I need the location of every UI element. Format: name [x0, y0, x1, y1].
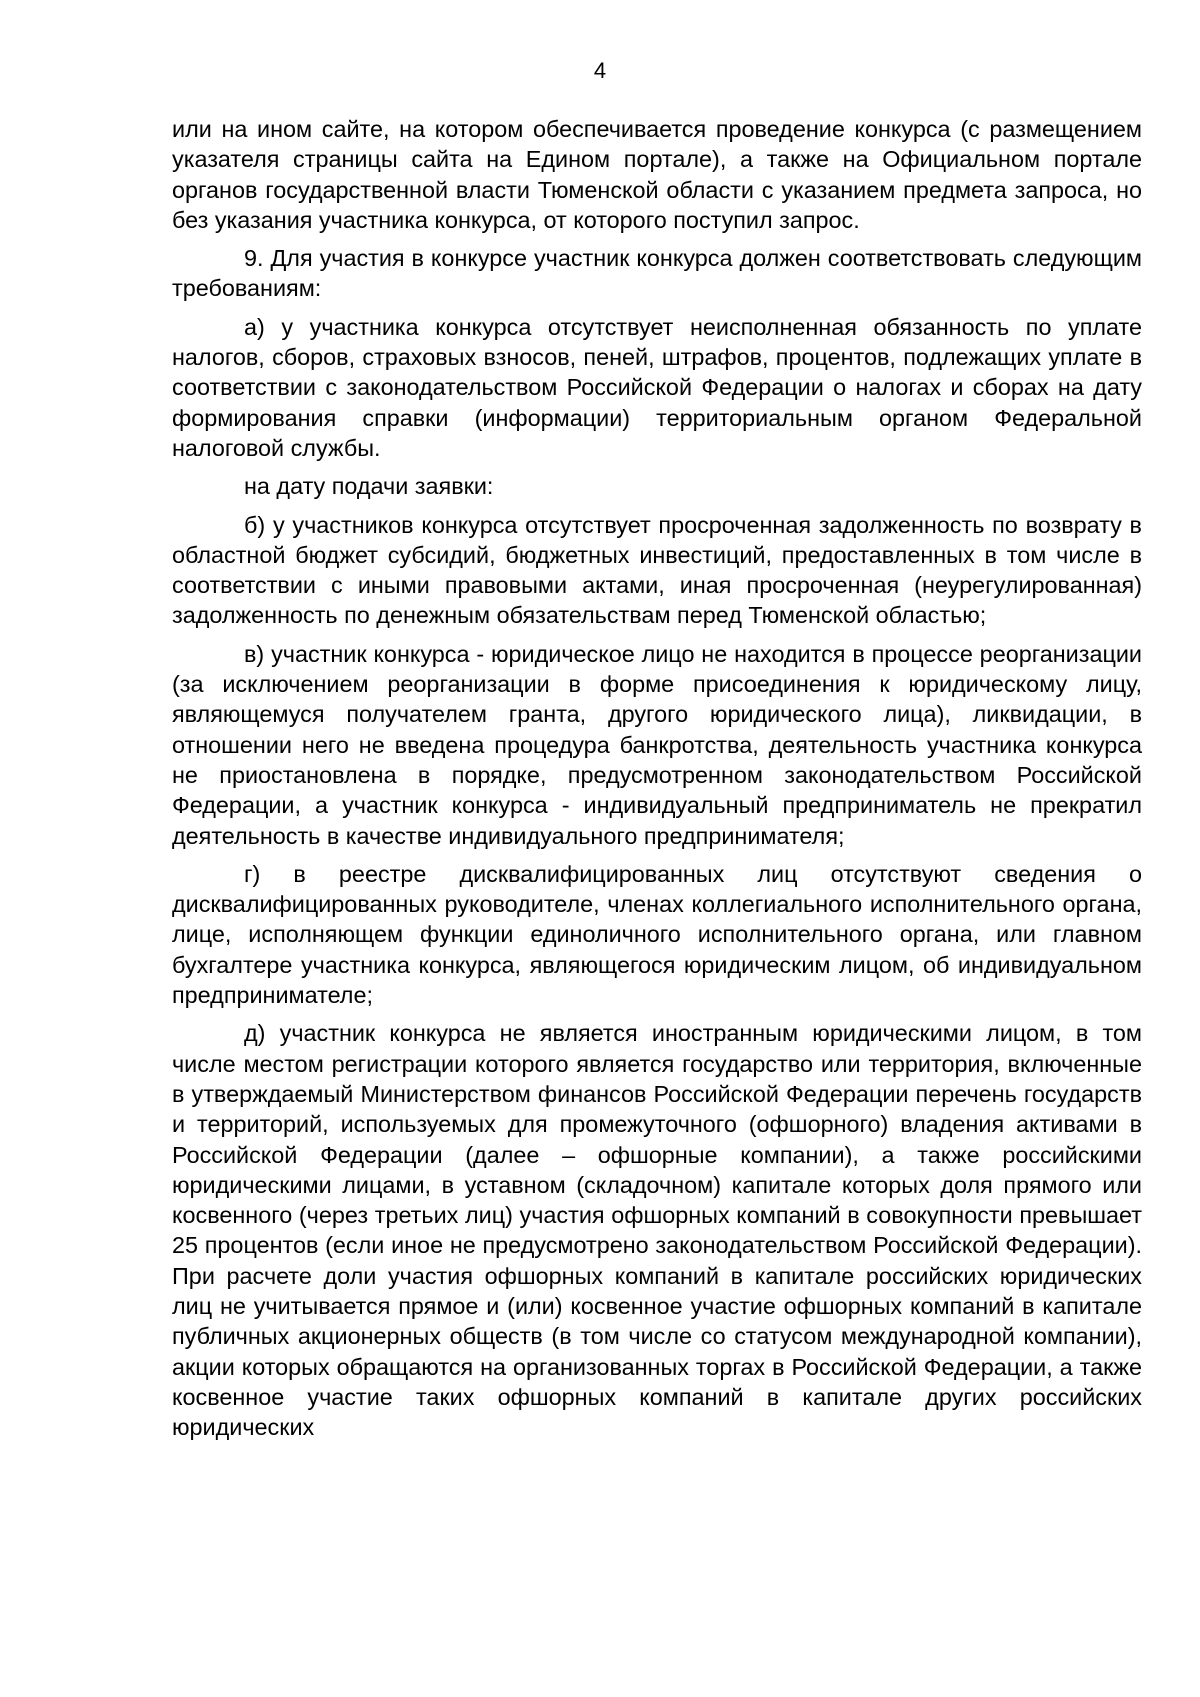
paragraph-clause-9: 9. Для участия в конкурсе участник конкурса должен соответствовать следующим требованиям: [172, 245, 1142, 302]
paragraph-clause-b: б) у участников конкурса отсутствует просроченная задолженность по возврату в областной бюджет субсидий, бюджетных инвестиций, предоставленных в том числе в соответствии с иными правовыми актами, иная просроченная (неурегулированная) задолженность по денежным обязательствам перед Тюменской областью; [172, 511, 1142, 629]
page-number: 4 [593, 58, 607, 83]
paragraph-clause-d: д) участник конкурса не является иностранным юридическими лицом, в том числе местом регистрации которого является государство или территория, включенные в утверждаемый Министерством финансов Российской Федерации перечень государств и территорий, используемых для промежуточного (офшорного) владения активами в Российской Федерации (далее – офшорные компании), а также российскими юридическими лицами, в уставном (складочном) капитале которых доля прямого или косвенного (через третьих лиц) участия офшорных компаний в совокупности превышает 25 процентов (если иное не предусмотрено законодательством Российской Федерации). При расчете доли участия офшорных компаний в капитале российских юридических лиц не учитывается прямое и (или) косвенное участие офшорных компаний в капитале публичных акционерных обществ (в том числе со статусом международной компании), акции которых обращаются на организованных торгах в Российской Федерации, а также косвенное участие таких офшорных компаний в капитале других российских юридических [172, 1020, 1142, 1441]
paragraph-submission-date: на дату подачи заявки: [244, 473, 494, 500]
paragraph-clause-g: г) в реестре дисквалифицированных лиц отсутствуют сведения о дисквалифицированных руководителе, членах коллегиального исполнительного органа, лице, исполняющем функции единоличного исполнительного органа, или главном бухгалтере участника конкурса, являющегося юридическим лицом, об индивидуальном предпринимателе; [172, 860, 1142, 1009]
document-body [172, 114, 1142, 1450]
paragraph-clause-v: в) участник конкурса - юридическое лицо не находится в процессе реорганизации (за исключением реорганизации в форме присоединения к юридическому лицу, являющемуся получателем гранта, другого юридического лица), ликвидации, в отношении него не введена процедура банкротства, деятельность участника конкурса не приостановлена в порядке, предусмотренном законодательством Российской Федерации, а участник конкурса - индивидуальный предприниматель не прекратил деятельность в качестве индивидуального предпринимателя; [172, 640, 1142, 849]
paragraph-clause-a: а) у участника конкурса отсутствует неисполненная обязанность по уплате налогов, сборов, страховых взносов, пеней, штрафов, процентов, подлежащих уплате в соответствии с законодательством Российской Федерации о налогах и сборах на дату формирования справки (информации) территориальным органом Федеральной налоговой службы. [172, 313, 1142, 461]
paragraph-continuation: или на ином сайте, на котором обеспечивается проведение конкурса (с размещением указателя страницы сайта на Едином портале), а также на Официальном портале органов государственной власти Тюменской области с указанием предмета запроса, но без указания участника конкурса, от которого поступил запрос. [172, 116, 1142, 233]
